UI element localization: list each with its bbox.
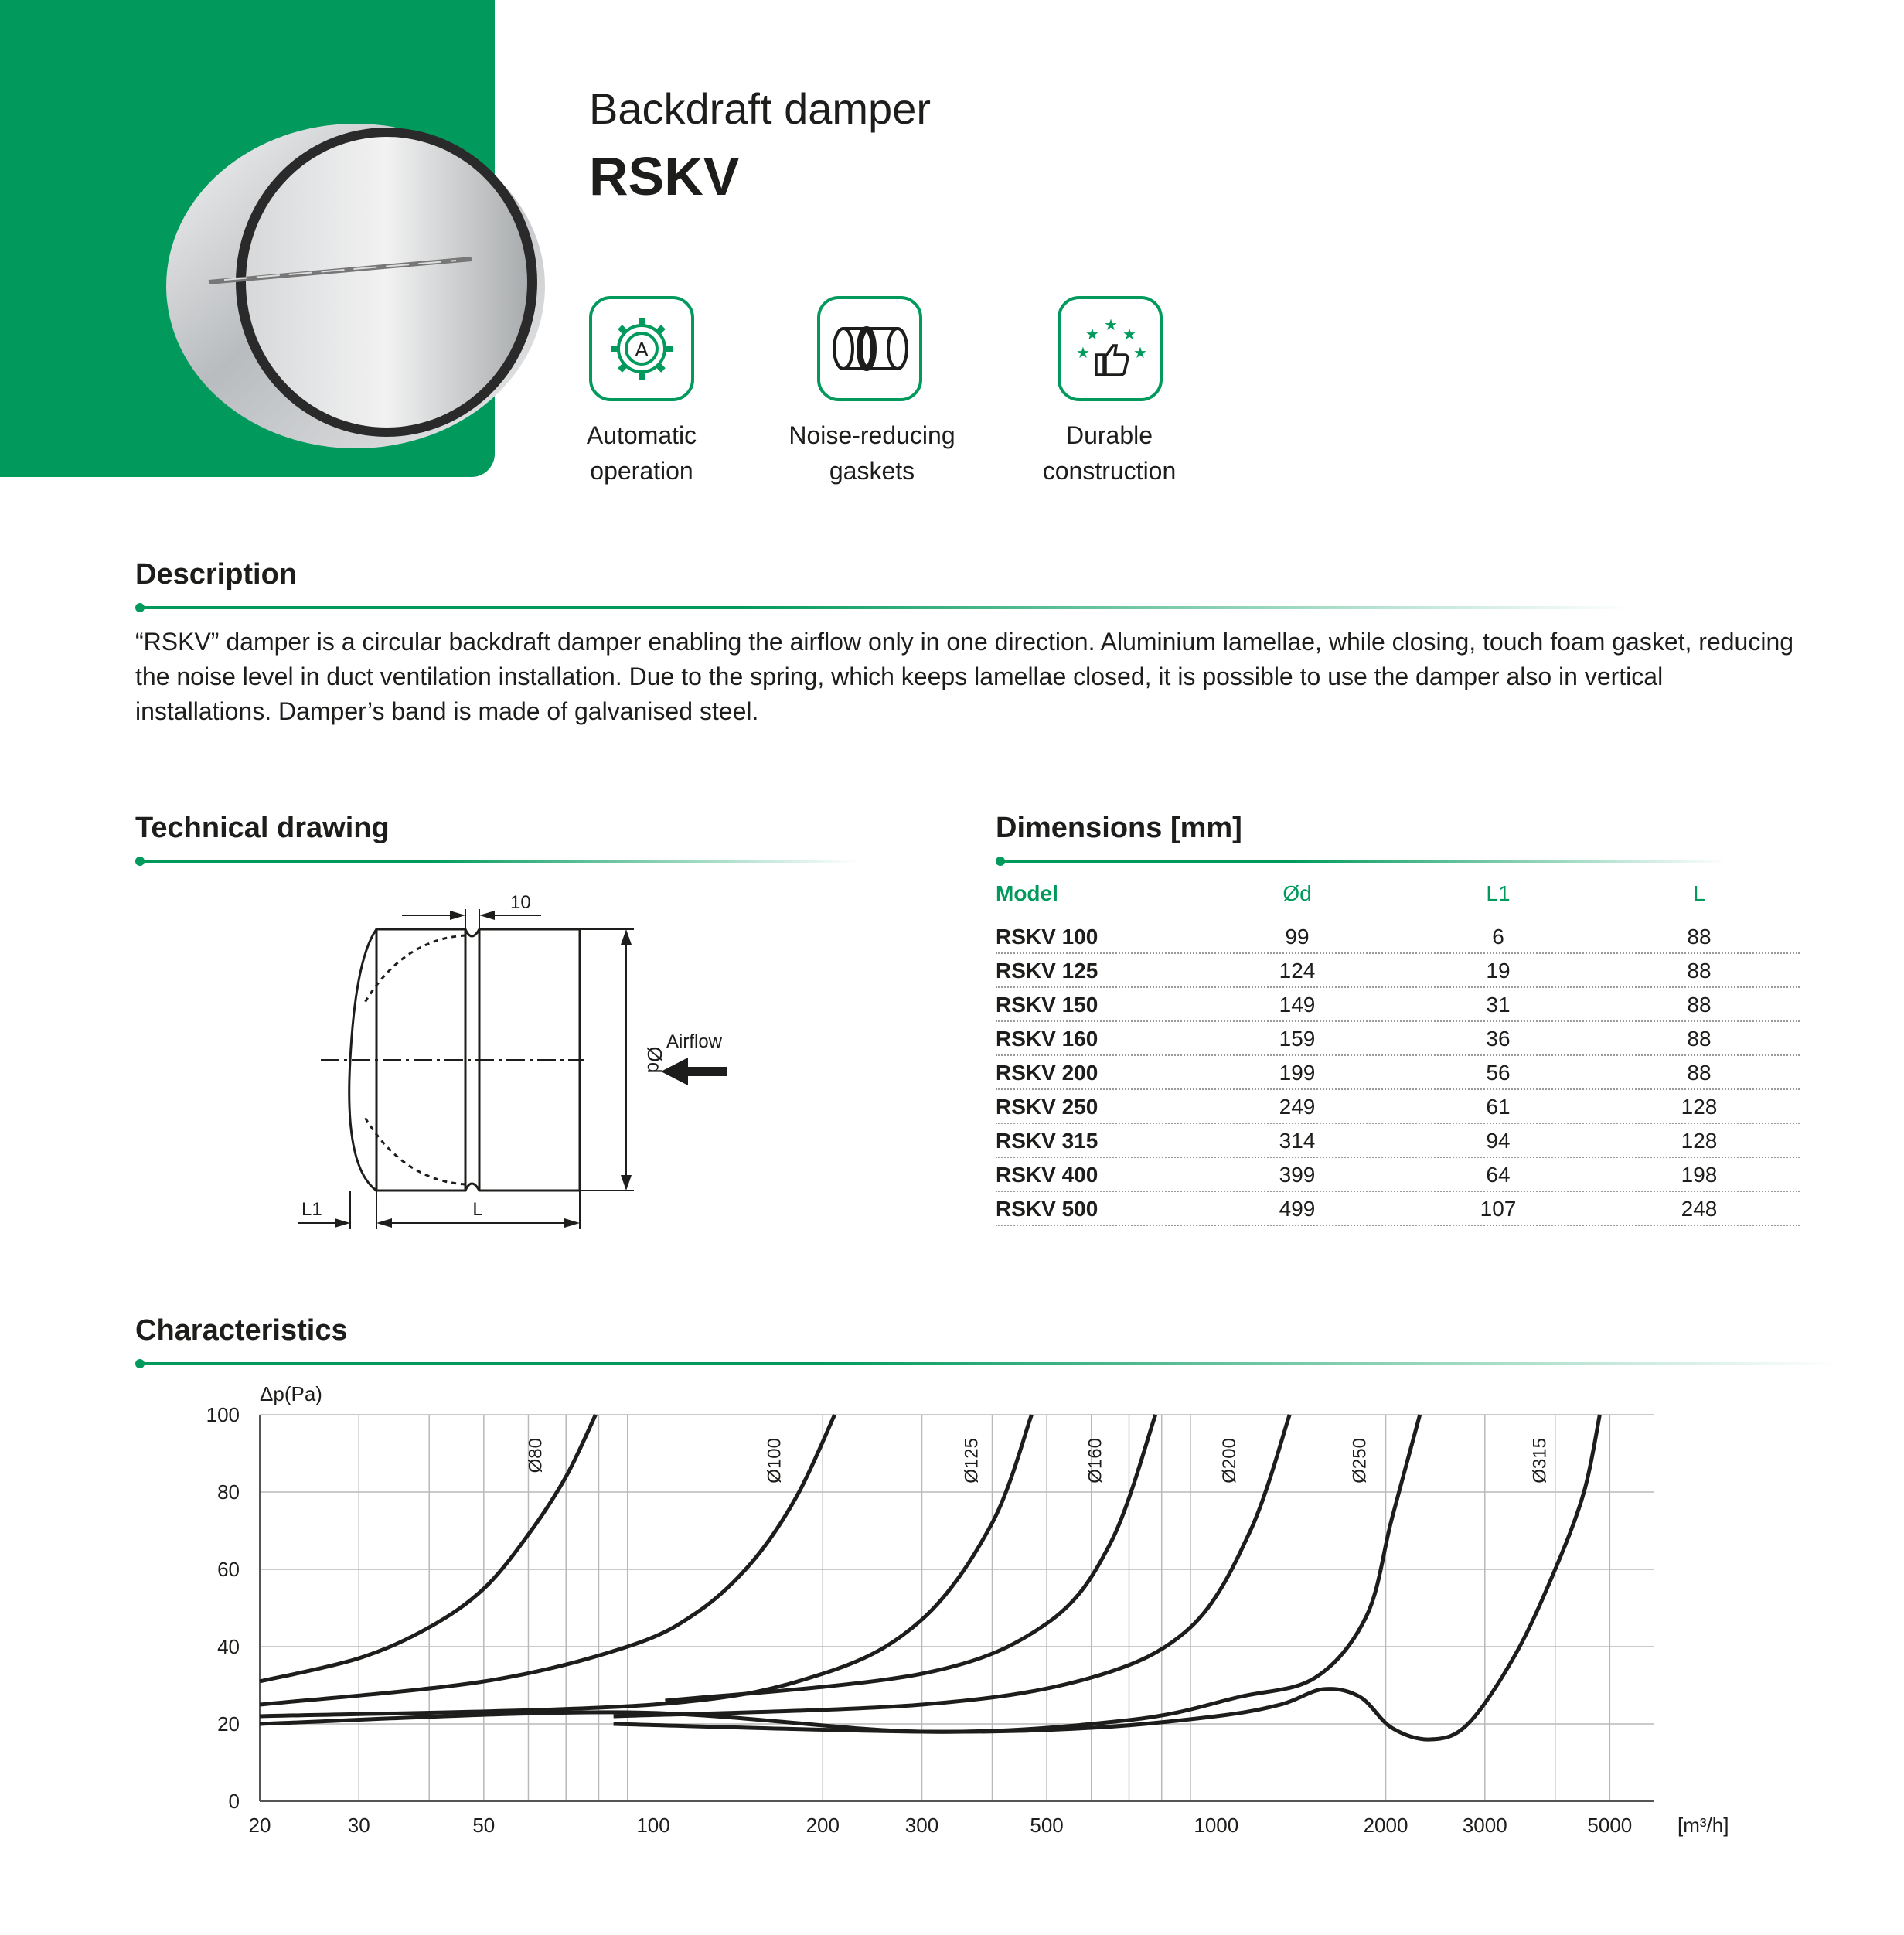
cell-model: RSKV 315 (996, 1129, 1098, 1153)
cell-l: 198 (1681, 1163, 1718, 1187)
cell-l1: 31 (1486, 993, 1511, 1017)
table-header (996, 877, 1800, 911)
series-label: Ø100 (764, 1438, 785, 1484)
series-line-d125 (260, 1415, 1032, 1716)
x-tick-label: 50 (472, 1814, 496, 1837)
table-row (996, 920, 1800, 954)
cell-l: 128 (1681, 1095, 1718, 1119)
y-tick-label: 40 (217, 1635, 240, 1658)
cell-l1: 36 (1486, 1027, 1511, 1051)
airflow-label: Airflow (666, 1031, 723, 1052)
series-label: Ø250 (1349, 1438, 1371, 1484)
table-row (996, 1056, 1800, 1090)
cell-l: 88 (1687, 1061, 1712, 1085)
feature-label-automatic: Automatic operation (586, 421, 697, 485)
section-rule (140, 606, 1632, 609)
series-label: Ø160 (1085, 1438, 1106, 1484)
technical-drawing-heading: Technical drawing (135, 812, 390, 844)
table-row (996, 1022, 1800, 1056)
cell-l: 88 (1687, 1027, 1712, 1051)
cell-model: RSKV 160 (996, 1027, 1098, 1051)
dimensions-heading: Dimensions [mm] (996, 812, 1242, 844)
table-row (996, 988, 1800, 1022)
thumbs-up-stars-icon (1058, 296, 1163, 401)
cell-l: 128 (1681, 1129, 1718, 1153)
cell-d: 499 (1279, 1197, 1316, 1221)
chart-grid (260, 1415, 1654, 1801)
x-tick-label: 100 (636, 1814, 670, 1837)
cell-l1: 107 (1480, 1197, 1517, 1221)
series-label: Ø80 (525, 1438, 547, 1473)
cell-d: 249 (1279, 1095, 1316, 1119)
y-tick-label: 100 (206, 1403, 240, 1426)
cell-l1: 6 (1492, 925, 1504, 949)
x-tick-label: 5000 (1587, 1814, 1633, 1837)
y-axis-label: Δp(Pa) (260, 1382, 322, 1405)
table-row (996, 1158, 1800, 1192)
product-photo (155, 77, 557, 479)
cell-d: 399 (1279, 1163, 1316, 1187)
x-axis-label: [m³/h] (1677, 1814, 1729, 1837)
dim-d-label: Ød (643, 1046, 666, 1074)
col-header-l1: L1 (1486, 881, 1511, 905)
col-header-model: Model (996, 881, 1058, 905)
svg-text:A: A (635, 338, 649, 361)
series-line-d200 (614, 1415, 1290, 1716)
technical-drawing (286, 874, 765, 1245)
cell-l: 248 (1681, 1197, 1718, 1221)
product-subtitle: Backdraft damper (589, 84, 931, 133)
x-tick-label: 200 (806, 1814, 840, 1837)
cell-l1: 64 (1486, 1163, 1511, 1187)
series-line-d160 (665, 1415, 1155, 1701)
characteristics-chart (0, 1376, 1904, 1855)
auto-gear-icon (589, 296, 694, 401)
cell-l1: 94 (1486, 1129, 1511, 1153)
cell-l1: 56 (1486, 1061, 1511, 1085)
feature-label-durable: Durable construction (1042, 421, 1177, 485)
section-rule (140, 860, 859, 863)
cell-l: 88 (1687, 925, 1712, 949)
cell-l1: 61 (1486, 1095, 1511, 1119)
svg-text:★: ★ (1085, 326, 1099, 343)
svg-text:★: ★ (1104, 317, 1118, 334)
dim-l1-label: L1 (301, 1199, 322, 1220)
series-label: Ø200 (1219, 1438, 1241, 1484)
table-row (996, 1090, 1800, 1124)
cell-d: 99 (1285, 925, 1310, 949)
table-row (996, 954, 1800, 988)
cell-model: RSKV 200 (996, 1061, 1098, 1085)
x-tick-label: 2000 (1363, 1814, 1408, 1837)
chart-labels (206, 1382, 1729, 1837)
svg-text:★: ★ (1122, 326, 1136, 343)
cell-d: 159 (1279, 1027, 1316, 1051)
svg-text:★: ★ (1076, 345, 1090, 362)
cell-model: RSKV 100 (996, 925, 1098, 949)
characteristics-heading: Characteristics (135, 1314, 348, 1347)
cell-d: 199 (1279, 1061, 1316, 1085)
cell-model: RSKV 150 (996, 993, 1098, 1017)
x-tick-label: 500 (1030, 1814, 1064, 1837)
series-label: Ø125 (961, 1438, 983, 1484)
product-title: RSKV (589, 146, 740, 206)
table-row (996, 1124, 1800, 1158)
section-rule (1000, 860, 1727, 863)
dim-l-label: L (472, 1199, 483, 1220)
col-header-l: L (1693, 881, 1705, 905)
cell-d: 149 (1279, 993, 1316, 1017)
y-tick-label: 0 (228, 1790, 240, 1813)
dim-10-label: 10 (510, 892, 531, 913)
y-tick-label: 60 (217, 1558, 240, 1581)
y-tick-label: 20 (217, 1712, 240, 1736)
cell-l1: 19 (1486, 959, 1511, 983)
cell-model: RSKV 250 (996, 1095, 1098, 1119)
cell-l: 88 (1687, 993, 1712, 1017)
gasket-ring-icon (817, 296, 922, 401)
series-label: Ø315 (1529, 1438, 1551, 1484)
x-tick-label: 300 (904, 1814, 939, 1837)
description-heading: Description (135, 558, 298, 591)
cell-model: RSKV 125 (996, 959, 1098, 983)
col-header-d: Ød (1282, 881, 1312, 905)
chart-series (260, 1415, 1599, 1739)
description-text: “RSKV” damper is a circular backdraft damper enabling the airflow only in one direction. Aluminium lamellae, while closing, touch foam gasket, reducing the noise level in duct ventilation installation. Due to the spring, which keeps lamellae closed, it is possible to use the damper also in vertical installations. Damper’s band is made of galvanised steel. (135, 628, 1794, 725)
cell-model: RSKV 400 (996, 1163, 1098, 1187)
cell-model: RSKV 500 (996, 1197, 1098, 1221)
cell-d: 314 (1279, 1129, 1316, 1153)
x-tick-label: 30 (347, 1814, 370, 1837)
x-tick-label: 20 (248, 1814, 271, 1837)
cell-d: 124 (1279, 959, 1316, 983)
x-tick-label: 1000 (1194, 1814, 1239, 1837)
feature-label-gaskets: Noise-reducing gaskets (789, 421, 955, 485)
table-row (996, 1192, 1800, 1226)
y-tick-label: 80 (217, 1480, 240, 1504)
svg-text:★: ★ (1133, 345, 1147, 362)
x-tick-label: 3000 (1462, 1814, 1507, 1837)
cell-l: 88 (1687, 959, 1712, 983)
section-rule (140, 1362, 1841, 1365)
